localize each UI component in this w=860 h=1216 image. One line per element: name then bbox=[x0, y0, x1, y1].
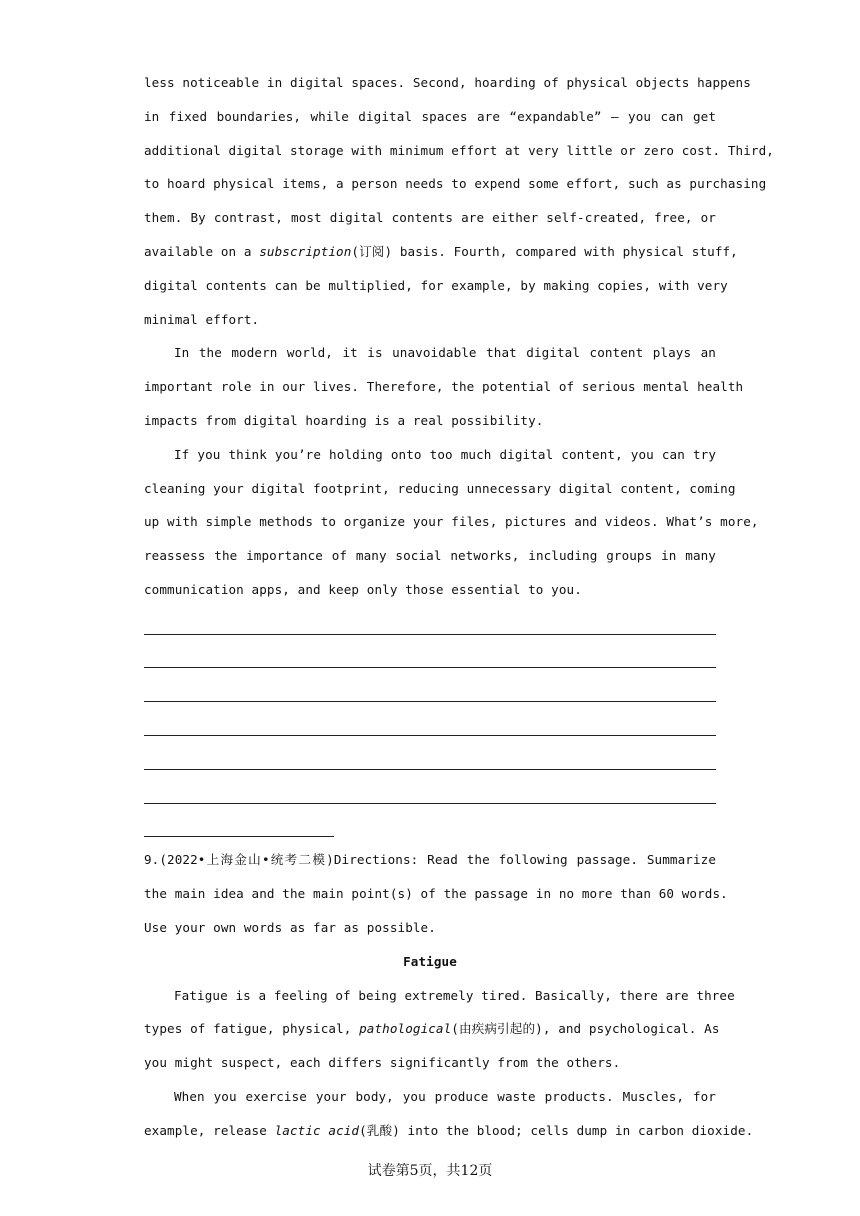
answer-line[interactable] bbox=[144, 607, 716, 641]
text-line bbox=[144, 1012, 720, 1046]
text-fragment: example, release bbox=[144, 1122, 275, 1138]
text-line: up with simple methods to organize your files, pictures and videos. What’s more, bbox=[144, 514, 759, 530]
answer-line[interactable] bbox=[144, 810, 716, 844]
glossed-term: pathological bbox=[359, 1021, 452, 1037]
text-line: In the modern world, it is unavoidable that digital content plays an bbox=[174, 345, 716, 361]
glossed-term: subscription bbox=[259, 243, 352, 259]
text-line: important role in our lives. Therefore, the potential of serious mental health bbox=[144, 379, 744, 395]
passage-title: Fatigue bbox=[403, 953, 457, 969]
glossed-term: lactic acid bbox=[274, 1122, 360, 1138]
text-line: less noticeable in digital spaces. Second, hoarding of physical objects happens bbox=[144, 75, 751, 90]
text-line: digital contents can be multiplied, for example, by making copies, with very bbox=[144, 277, 728, 293]
text-line: impacts from digital hoarding is a real possibility. bbox=[144, 412, 544, 428]
text-line: additional digital storage with minimum effort at very little or zero cost. Third, bbox=[144, 142, 774, 158]
answer-line[interactable] bbox=[144, 742, 716, 776]
question-header-line: 9.(2022•上海金山•统考二模)Directions: Read the following passage. Summarize bbox=[144, 852, 716, 868]
text-line bbox=[144, 235, 738, 269]
answer-line[interactable] bbox=[144, 674, 716, 708]
text-fragment: (乳酸) into the blood; cells dump in carbon dioxide. bbox=[359, 1122, 754, 1138]
question-header-line: Use your own words as far as possible. bbox=[144, 919, 436, 935]
answer-line[interactable] bbox=[144, 708, 716, 742]
text-line: them. By contrast, most digital contents are either self-created, free, or bbox=[144, 210, 716, 226]
answer-line[interactable] bbox=[144, 776, 716, 810]
answer-line[interactable] bbox=[144, 641, 716, 675]
text-fragment: types of fatigue, physical, bbox=[144, 1021, 360, 1037]
text-line: When you exercise your body, you produce waste products. Muscles, for bbox=[174, 1088, 716, 1104]
text-fragment: (由疾病引起的), and psychological. As bbox=[451, 1021, 720, 1037]
text-line: reassess the importance of many social networks, including groups in many bbox=[144, 548, 716, 564]
text-line: Fatigue is a feeling of being extremely tired. Basically, there are three bbox=[174, 987, 735, 1003]
text-line: you might suspect, each differs significantly from the others. bbox=[144, 1055, 621, 1071]
text-line bbox=[144, 1114, 754, 1148]
page-footer: 试卷第5页，共12页 bbox=[367, 1163, 493, 1179]
text-line: If you think you’re holding onto too much digital content, you can try bbox=[174, 446, 716, 462]
text-line: in fixed boundaries, while digital spaces are “expandable” — you can get bbox=[144, 108, 716, 124]
text-fragment: available on a bbox=[144, 243, 260, 259]
text-line: cleaning your digital footprint, reducing unnecessary digital content, coming bbox=[144, 480, 736, 496]
text-line: to hoard physical items, a person needs to expend some effort, such as purchasing bbox=[144, 176, 767, 192]
text-line: communication apps, and keep only those essential to you. bbox=[144, 581, 582, 597]
question-header-line: the main idea and the main point(s) of the passage in no more than 60 words. bbox=[144, 886, 728, 902]
text-line: minimal effort. bbox=[144, 311, 260, 327]
document-page bbox=[144, 66, 774, 1148]
text-fragment: (订阅) basis. Fourth, compared with physical stuff, bbox=[351, 243, 738, 259]
